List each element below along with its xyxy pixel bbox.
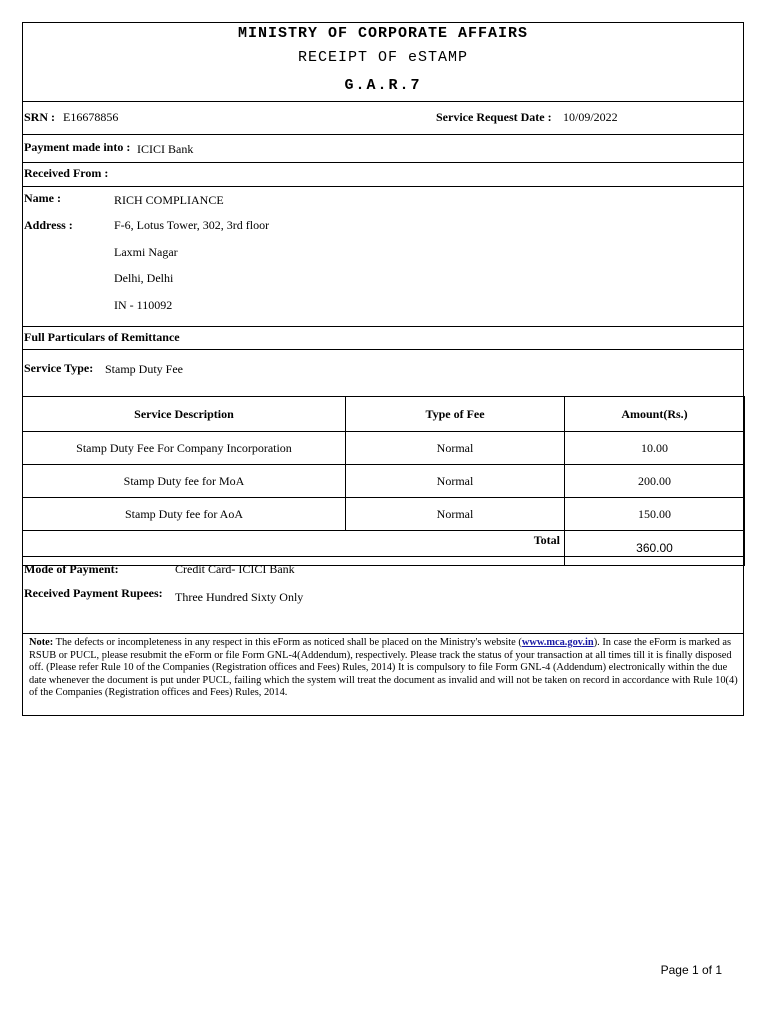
- type-of-fee-cell: Normal: [346, 465, 565, 498]
- address-label: Address :: [24, 218, 73, 232]
- table-row: [23, 465, 745, 498]
- address-line: IN - 110092: [114, 298, 173, 312]
- service-description-cell: Stamp Duty fee for AoA: [23, 498, 346, 531]
- service-request-date-label: Service Request Date :: [436, 110, 552, 124]
- remittance-label: Full Particulars of Remittance: [24, 330, 180, 344]
- receipt-frame: [22, 22, 744, 716]
- divider: [23, 101, 743, 102]
- amount-cell: 150.00: [565, 498, 745, 531]
- address-line: F-6, Lotus Tower, 302, 3rd floor: [114, 218, 270, 232]
- received-from-label: Received From :: [24, 166, 109, 180]
- column-header: Amount(Rs.): [565, 397, 745, 432]
- service-description-cell: Stamp Duty fee for MoA: [23, 465, 346, 498]
- ministry-title: MINISTRY OF CORPORATE AFFAIRS: [237, 25, 529, 42]
- type-of-fee-cell: Normal: [346, 432, 565, 465]
- service-request-date-value: 10/09/2022: [563, 110, 618, 124]
- srn-label: SRN :: [24, 110, 56, 124]
- amount-cell: 200.00: [565, 465, 745, 498]
- received-payment-label: Received Payment Rupees:: [24, 586, 163, 600]
- table-row: [23, 498, 745, 531]
- service-description-cell: Stamp Duty Fee For Company Incorporation: [23, 432, 346, 465]
- mca-website-link[interactable]: www.mca.gov.in: [521, 637, 594, 648]
- receipt-title: RECEIPT OF eSTAMP: [297, 49, 469, 66]
- table-header-row: [23, 397, 745, 432]
- name-value: RICH COMPLIANCE: [114, 193, 224, 207]
- service-type-value: Stamp Duty Fee: [105, 362, 183, 376]
- table-row: [23, 432, 745, 465]
- type-of-fee-cell: Normal: [346, 498, 565, 531]
- note-body-start: The defects or incompleteness in any respect in this eForm as noticed shall be placed on the Ministry's website (: [53, 637, 522, 648]
- column-header: Type of Fee: [346, 397, 565, 432]
- payment-made-into-label: Payment made into :: [24, 140, 131, 154]
- divider: [23, 556, 743, 557]
- column-header: Service Description: [23, 397, 346, 432]
- divider: [23, 633, 743, 634]
- amount-cell: 10.00: [565, 432, 745, 465]
- divider: [23, 134, 743, 135]
- form-number: G.A.R.7: [344, 77, 422, 94]
- address-line: Laxmi Nagar: [114, 245, 178, 259]
- note-label: Note:: [29, 637, 54, 648]
- note-body-end: ). In case the eForm is marked as RSUB or PUCL, please resubmit the eForm or file Form GNL-4(Addendum), respectively. Please track the status of your transaction at all times till it is finally disposed off. (Please refer Rule 10 of the Companies (Registration offices and Fees) Rules, 2014) It is compulsory to file Form GNL-4 (Addendum) electronically within the due date whenever the document is put under PUCL, failing which the system will treat the document as invalid and will not be taken on record in accordance with Rule 10(4) of the Companies (Registration offices and Fees) Rules, 2014.: [29, 637, 738, 699]
- mode-of-payment-value: Credit Card- ICICI Bank: [175, 562, 295, 576]
- mode-of-payment-label: Mode of Payment:: [24, 562, 119, 576]
- name-label: Name :: [24, 191, 61, 205]
- service-type-label: Service Type:: [24, 361, 94, 375]
- divider: [23, 349, 743, 350]
- divider: [23, 326, 743, 327]
- payment-made-into-value: ICICI Bank: [137, 142, 194, 156]
- address-line: Delhi, Delhi: [114, 271, 174, 285]
- service-table: [22, 396, 745, 566]
- total-row: [23, 531, 745, 566]
- received-payment-value: Three Hundred Sixty Only: [175, 590, 304, 604]
- total-label: Total: [23, 531, 565, 566]
- srn-value: E16678856: [63, 110, 119, 124]
- divider: [23, 186, 743, 187]
- divider: [23, 162, 743, 163]
- note-text: [29, 637, 741, 700]
- page-number: Page 1 of 1: [660, 963, 722, 977]
- total-value: 360.00: [565, 531, 745, 566]
